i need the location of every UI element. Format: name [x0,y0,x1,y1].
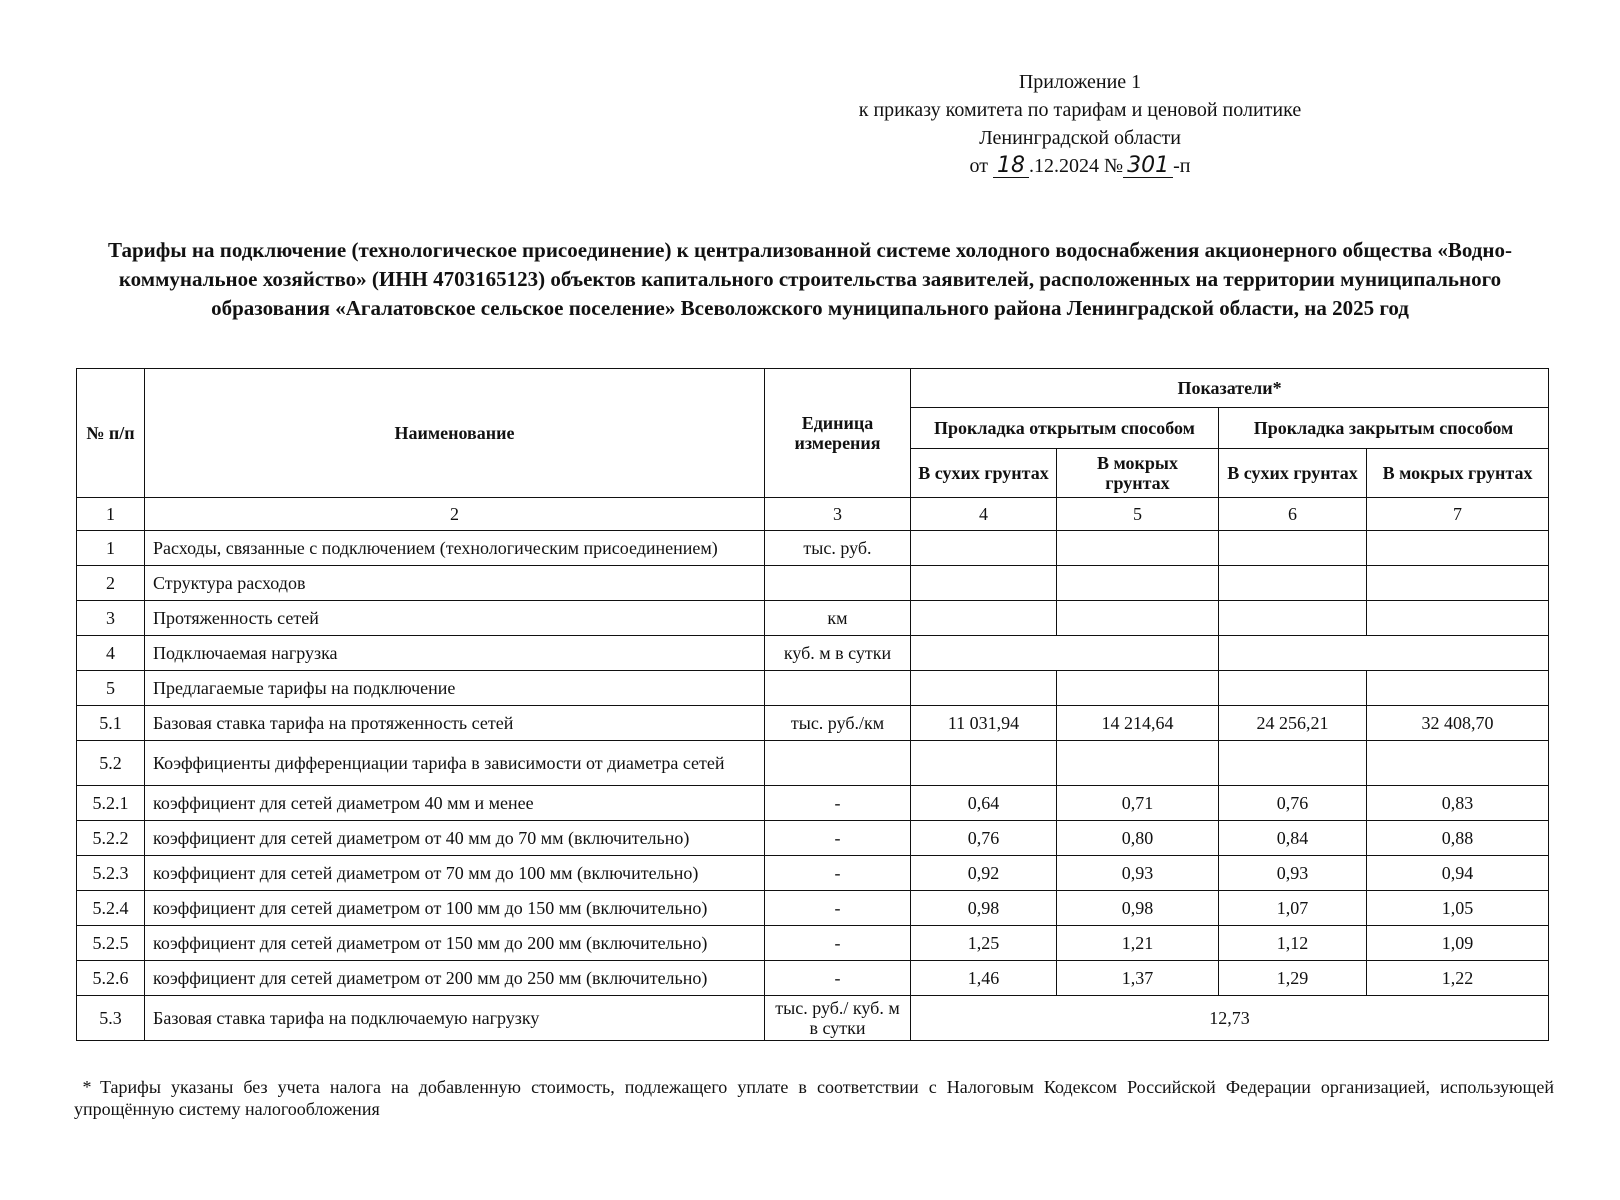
row-value-open [911,636,1219,671]
row-value [1057,566,1219,601]
order-suffix: -п [1173,155,1191,177]
table-row [77,821,1549,856]
column-number: 6 [1219,498,1367,531]
date-rest: .12.2024 № [1029,155,1124,177]
appendix-header [800,68,1360,180]
row-num: 5.2.4 [77,891,145,926]
header-closed-dry: В сухих грунтах [1219,449,1367,498]
date-prefix: от [969,155,988,177]
row-name: коэффициент для сетей диаметром 40 мм и менее [145,786,765,821]
row-value: 0,93 [1219,856,1367,891]
row-num: 1 [77,531,145,566]
row-value: 0,80 [1057,821,1219,856]
footnote-star: * [82,1077,92,1097]
row-value: 1,22 [1367,961,1549,996]
row-value: 1,25 [911,926,1057,961]
row-num: 5.2.3 [77,856,145,891]
row-num: 5.2.2 [77,821,145,856]
row-value: 1,07 [1219,891,1367,926]
row-name: коэффициент для сетей диаметром от 200 мм до 250 мм (включительно) [145,961,765,996]
row-value: 0,98 [1057,891,1219,926]
row-name: коэффициент для сетей диаметром от 70 мм до 100 мм (включительно) [145,856,765,891]
row-unit: - [765,926,911,961]
header-open-dry: В сухих грунтах [911,449,1057,498]
row-unit [765,566,911,601]
header-unit: Единица измерения [765,369,911,498]
table-row [77,706,1549,741]
row-name: Предлагаемые тарифы на подключение [145,671,765,706]
row-value: 0,64 [911,786,1057,821]
row-name: коэффициент для сетей диаметром от 150 мм до 200 мм (включительно) [145,926,765,961]
row-value: 0,76 [911,821,1057,856]
table-row [77,961,1549,996]
row-name: Коэффициенты дифференциации тарифа в зависимости от диаметра сетей [145,741,765,786]
row-value [1057,671,1219,706]
row-value: 1,05 [1367,891,1549,926]
table-row [77,566,1549,601]
column-number: 4 [911,498,1057,531]
table-row [77,996,1549,1041]
table-row [77,636,1549,671]
row-value: 1,12 [1219,926,1367,961]
row-num: 4 [77,636,145,671]
column-number-row [77,498,1549,531]
row-value [1219,531,1367,566]
row-num: 5.2.1 [77,786,145,821]
column-number: 5 [1057,498,1219,531]
row-value [1367,566,1549,601]
row-value: 0,93 [1057,856,1219,891]
row-value: 0,88 [1367,821,1549,856]
table-row [77,671,1549,706]
date-day-handwritten: 18 [993,155,1029,178]
row-value [911,601,1057,636]
row-value: 1,09 [1367,926,1549,961]
footnote-text: Тарифы указаны без учета налога на добавленную стоимость, подлежащего уплате в соответствии с Налоговым Кодексом Российской Федерации организацией, использующей упрощённую систему налогообложения [74,1077,1554,1119]
header-closed-wet: В мокрых грунтах [1367,449,1549,498]
tariff-table [76,368,1549,1041]
column-number: 7 [1367,498,1549,531]
row-num: 5 [77,671,145,706]
row-value: 32 408,70 [1367,706,1549,741]
row-num: 5.3 [77,996,145,1041]
row-unit: - [765,786,911,821]
row-value [911,531,1057,566]
appendix-title: Приложение 1 [1018,71,1142,93]
row-value: 0,92 [911,856,1057,891]
row-value [1367,741,1549,786]
header-closed-method: Прокладка закрытым способом [1219,408,1549,449]
row-name: коэффициент для сетей диаметром от 40 мм до 70 мм (включительно) [145,821,765,856]
row-value [1057,531,1219,566]
row-value [1367,601,1549,636]
row-value [1219,566,1367,601]
header-num: № п/п [77,369,145,498]
row-num: 5.2.6 [77,961,145,996]
row-unit: тыс. руб. [765,531,911,566]
row-unit: - [765,961,911,996]
order-number-handwritten: 301 [1123,155,1173,178]
row-value: 0,76 [1219,786,1367,821]
table-row [77,601,1549,636]
table-row [77,741,1549,786]
header-name: Наименование [145,369,765,498]
appendix-order-ref: к приказу комитета по тарифам и ценовой политике [858,99,1302,121]
row-unit: - [765,821,911,856]
appendix-date-line [800,152,1360,180]
header-indicators: Показатели* [911,369,1549,408]
row-name: Подключаемая нагрузка [145,636,765,671]
row-value: 0,84 [1219,821,1367,856]
table-row [77,891,1549,926]
row-value [911,671,1057,706]
row-value [911,741,1057,786]
row-value: 14 214,64 [1057,706,1219,741]
row-unit: тыс. руб./км [765,706,911,741]
row-value: 1,29 [1219,961,1367,996]
row-name: Базовая ставка тарифа на подключаемую нагрузку [145,996,765,1041]
row-unit: тыс. руб./ куб. м в сутки [765,996,911,1041]
row-num: 2 [77,566,145,601]
column-number: 2 [145,498,765,531]
row-num: 5.2 [77,741,145,786]
row-unit [765,671,911,706]
table-row [77,531,1549,566]
row-value: 0,83 [1367,786,1549,821]
row-unit: км [765,601,911,636]
row-value [1219,671,1367,706]
row-name: коэффициент для сетей диаметром от 100 мм до 150 мм (включительно) [145,891,765,926]
row-name: Протяженность сетей [145,601,765,636]
row-num: 5.2.5 [77,926,145,961]
row-value [1219,601,1367,636]
document-title: Тарифы на подключение (технологическое присоединение) к централизованной системе холодного водоснабжения акционерного общества «Водно-коммунальное хозяйство» (ИНН 4703165123) объектов капитального строительства заявителей, расположенных на территории муниципального образования «Агалатовское сельское поселение» Всеволожского муниципального района Ленинградской области, на 2025 год [107,238,1513,320]
row-value [1057,601,1219,636]
table-row [77,786,1549,821]
header-open-method: Прокладка открытым способом [911,408,1219,449]
row-value [1219,741,1367,786]
row-value: 11 031,94 [911,706,1057,741]
row-value [911,566,1057,601]
row-value: 24 256,21 [1219,706,1367,741]
footnote [74,1076,1554,1120]
table-row [77,856,1549,891]
row-unit: - [765,856,911,891]
column-number: 1 [77,498,145,531]
column-number: 3 [765,498,911,531]
row-value [1367,671,1549,706]
row-value: 0,98 [911,891,1057,926]
row-unit: куб. м в сутки [765,636,911,671]
row-value [1367,531,1549,566]
row-name: Базовая ставка тарифа на протяженность сетей [145,706,765,741]
row-value [1057,741,1219,786]
row-unit [765,741,911,786]
row-value: 1,21 [1057,926,1219,961]
row-value: 0,94 [1367,856,1549,891]
row-value: 1,37 [1057,961,1219,996]
header-open-wet: В мокрых грунтах [1057,449,1219,498]
row-name: Расходы, связанные с подключением (технологическим присоединением) [145,531,765,566]
appendix-region: Ленинградской области [979,127,1181,149]
row-num: 5.1 [77,706,145,741]
row-num: 3 [77,601,145,636]
row-name: Структура расходов [145,566,765,601]
row-value: 0,71 [1057,786,1219,821]
row-value: 1,46 [911,961,1057,996]
row-unit: - [765,891,911,926]
row-value-closed [1219,636,1549,671]
row-value-merged: 12,73 [911,996,1549,1041]
table-row [77,926,1549,961]
